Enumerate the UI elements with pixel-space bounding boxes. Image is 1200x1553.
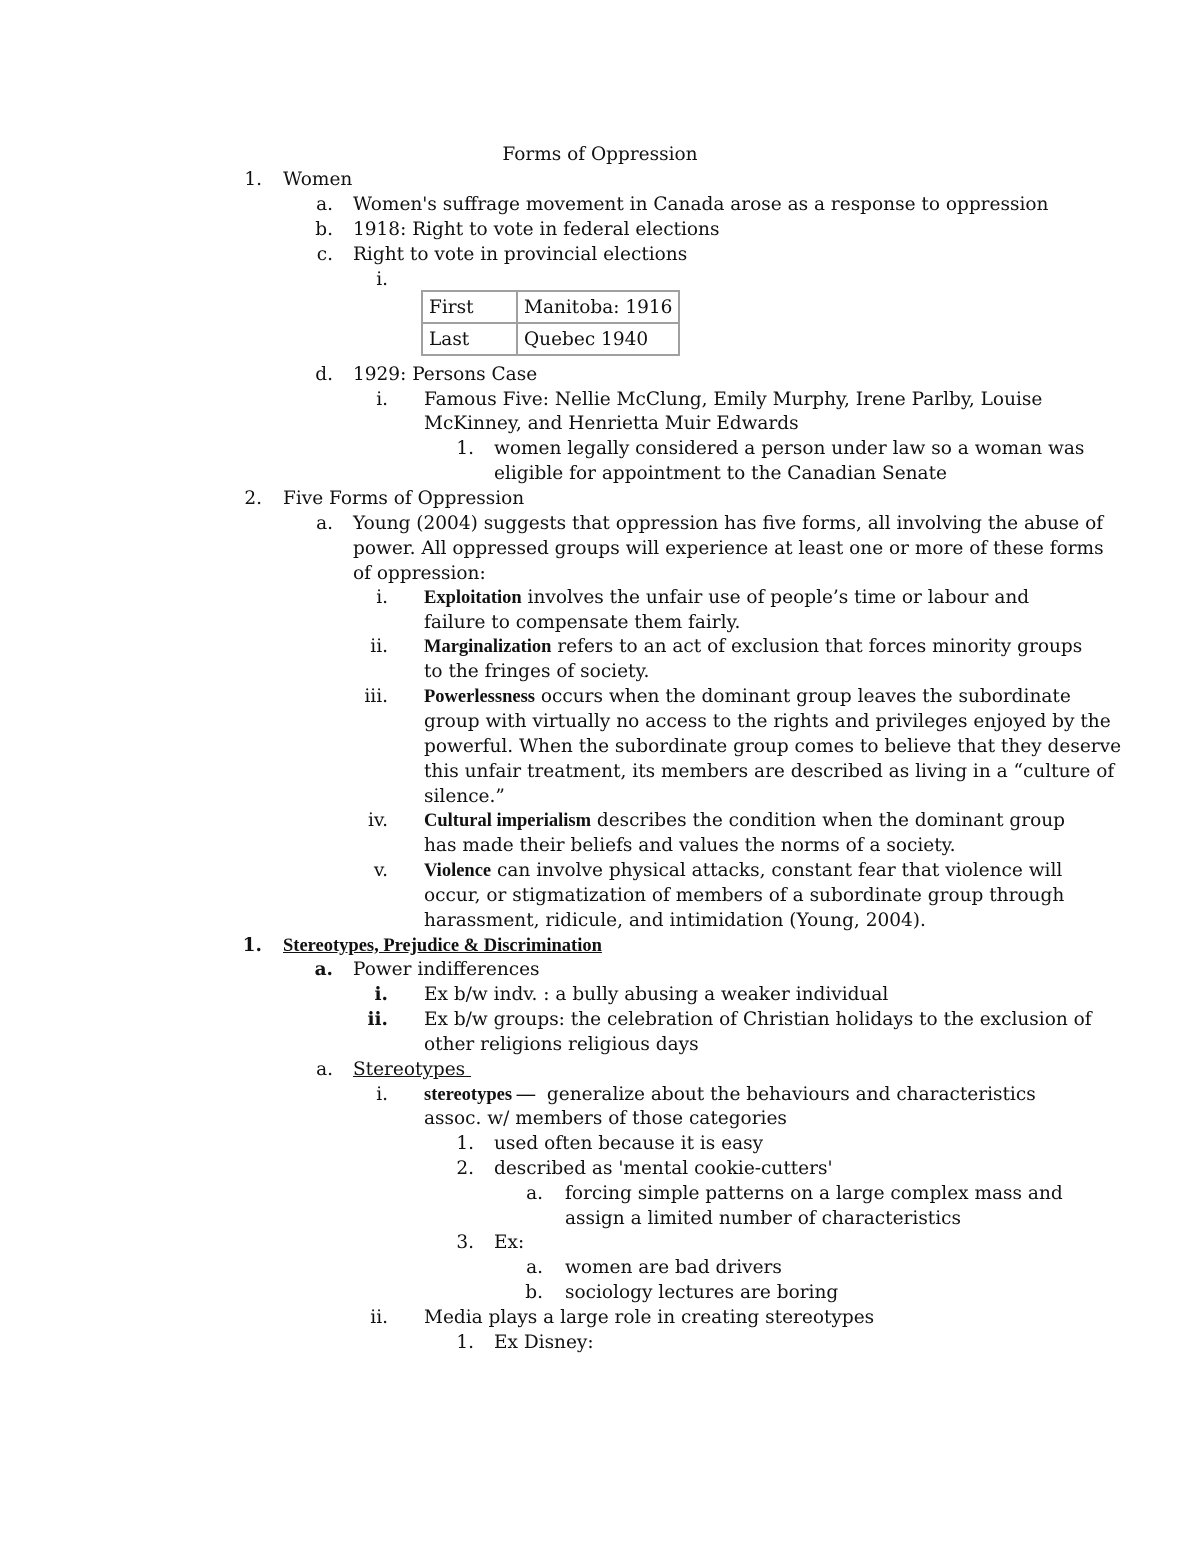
list-marker: iv. — [367, 810, 388, 831]
list-item-line: eligible for appointment to the Canadian Senate — [494, 463, 947, 484]
form-cultural-imperialism — [424, 808, 1065, 834]
list-item-line: harassment, ridicule, and intimidation (Young, 2004). — [424, 910, 926, 931]
term: Powerlessness — [424, 687, 535, 707]
provincial-vote-table — [421, 290, 680, 356]
form-powerlessness — [424, 684, 1071, 710]
table-cell: Quebec 1940 — [517, 323, 679, 355]
definition-text: describes the condition when the dominant group — [591, 810, 1065, 831]
list-marker: c. — [316, 244, 333, 265]
definition-text: involves the unfair use of people’s time or labour and — [521, 587, 1030, 608]
list-marker: 1. — [244, 169, 262, 190]
table-cell: Last — [422, 323, 517, 355]
list-item-line: of oppression: — [353, 563, 486, 584]
list-item: Women's suffrage movement in Canada arose as a response to oppression — [353, 194, 1049, 215]
list-marker: i. — [376, 1084, 388, 1105]
list-marker: 1. — [456, 1332, 474, 1353]
term: stereotypes — — [424, 1085, 536, 1105]
list-item: 1918: Right to vote in federal elections — [353, 219, 720, 240]
list-marker: i. — [374, 984, 388, 1005]
list-marker: ii. — [370, 1307, 388, 1328]
term: Marginalization — [424, 637, 552, 657]
heading-text: Stereotypes, Prejudice & Discrimination — [283, 936, 602, 956]
list-marker: iii. — [364, 686, 388, 707]
list-marker: 1. — [456, 438, 474, 459]
list-item-line: assign a limited number of characteristics — [565, 1208, 962, 1229]
list-marker: 2. — [456, 1158, 474, 1179]
list-item-line: Ex b/w groups: the celebration of Christian holidays to the exclusion of — [424, 1009, 1092, 1030]
list-item: women are bad drivers — [565, 1257, 782, 1278]
list-item: used often because it is easy — [494, 1133, 764, 1154]
list-item-line: forcing simple patterns on a large complex mass and — [565, 1183, 1063, 1204]
list-marker: a. — [526, 1257, 543, 1278]
list-item-line: power. All oppressed groups will experience at least one or more of these forms — [353, 538, 1104, 559]
list-marker: i. — [376, 269, 388, 290]
table-row — [422, 291, 679, 323]
list-item-line: Famous Five: Nellie McClung, Emily Murphy, Irene Parlby, Louise — [424, 389, 1043, 410]
form-violence — [424, 858, 1062, 884]
term: Cultural imperialism — [424, 811, 592, 831]
list-item: Media plays a large role in creating stereotypes — [424, 1307, 875, 1328]
list-marker: b. — [525, 1282, 543, 1303]
list-marker: 1. — [456, 1133, 474, 1154]
stereotypes-definition — [424, 1082, 1036, 1108]
term: Exploitation — [424, 588, 522, 608]
list-item-line: silence.” — [424, 786, 505, 807]
list-item-line: other religions religious days — [424, 1034, 699, 1055]
table-cell: Manitoba: 1916 — [517, 291, 679, 323]
list-marker: a. — [526, 1183, 543, 1204]
section-heading-women: Women — [283, 169, 353, 190]
list-marker: i. — [376, 389, 388, 410]
list-item-line: occur, or stigmatization of members of a subordinate group through — [424, 885, 1065, 906]
form-exploitation — [424, 585, 1029, 611]
list-item: 1929: Persons Case — [353, 364, 538, 385]
list-marker: a. — [314, 959, 333, 980]
list-item: Right to vote in provincial elections — [353, 244, 688, 265]
list-marker: a. — [316, 194, 333, 215]
list-marker: b. — [315, 219, 333, 240]
list-marker: ii. — [370, 636, 388, 657]
section-heading-five-forms: Five Forms of Oppression — [283, 488, 525, 509]
list-marker: i. — [376, 587, 388, 608]
list-marker: 2. — [244, 488, 262, 509]
list-marker: v. — [373, 860, 388, 881]
list-item: described as 'mental cookie-cutters' — [494, 1158, 833, 1179]
list-marker: 1. — [242, 935, 262, 956]
list-item: Ex: — [494, 1232, 525, 1253]
list-item-line: group with virtually no access to the rights and privileges enjoyed by the — [424, 711, 1111, 732]
list-item-line: has made their beliefs and values the norms of a society. — [424, 835, 956, 856]
table-row — [422, 323, 679, 355]
term: Violence — [424, 861, 492, 881]
definition-text: can involve physical attacks, constant fear that violence will — [491, 860, 1063, 881]
list-item: Ex b/w indv. : a bully abusing a weaker individual — [424, 984, 889, 1005]
definition-text: generalize about the behaviours and characteristics — [535, 1084, 1036, 1105]
list-marker: d. — [315, 364, 333, 385]
list-item-line: assoc. w/ members of those categories — [424, 1108, 787, 1129]
list-item-line: failure to compensate them fairly. — [424, 612, 741, 633]
list-item-line: this unfair treatment, its members are described as living in a “culture of — [424, 761, 1115, 782]
form-marginalization — [424, 634, 1082, 660]
subheading-stereotypes: Stereotypes — [353, 1059, 472, 1080]
list-marker: ii. — [367, 1009, 388, 1030]
list-item-line: McKinney, and Henrietta Muir Edwards — [424, 413, 799, 434]
list-item: Ex Disney: — [494, 1332, 594, 1353]
list-marker: 3. — [456, 1232, 474, 1253]
list-item-line: women legally considered a person under law so a woman was — [494, 438, 1085, 459]
list-marker: a. — [316, 513, 333, 534]
section-heading-stereotypes — [283, 933, 602, 959]
list-item-line: powerful. When the subordinate group comes to believe that they deserve — [424, 736, 1122, 757]
page-title: Forms of Oppression — [502, 144, 698, 165]
list-item-line: to the fringes of society. — [424, 661, 650, 682]
definition-text: occurs when the dominant group leaves the subordinate — [534, 686, 1071, 707]
list-item-line: Young (2004) suggests that oppression has five forms, all involving the abuse of — [353, 513, 1104, 534]
list-item: Power indifferences — [353, 959, 540, 980]
table-cell: First — [422, 291, 517, 323]
definition-text: refers to an act of exclusion that forces minority groups — [551, 636, 1083, 657]
list-marker: a. — [316, 1059, 333, 1080]
list-item: sociology lectures are boring — [565, 1282, 839, 1303]
